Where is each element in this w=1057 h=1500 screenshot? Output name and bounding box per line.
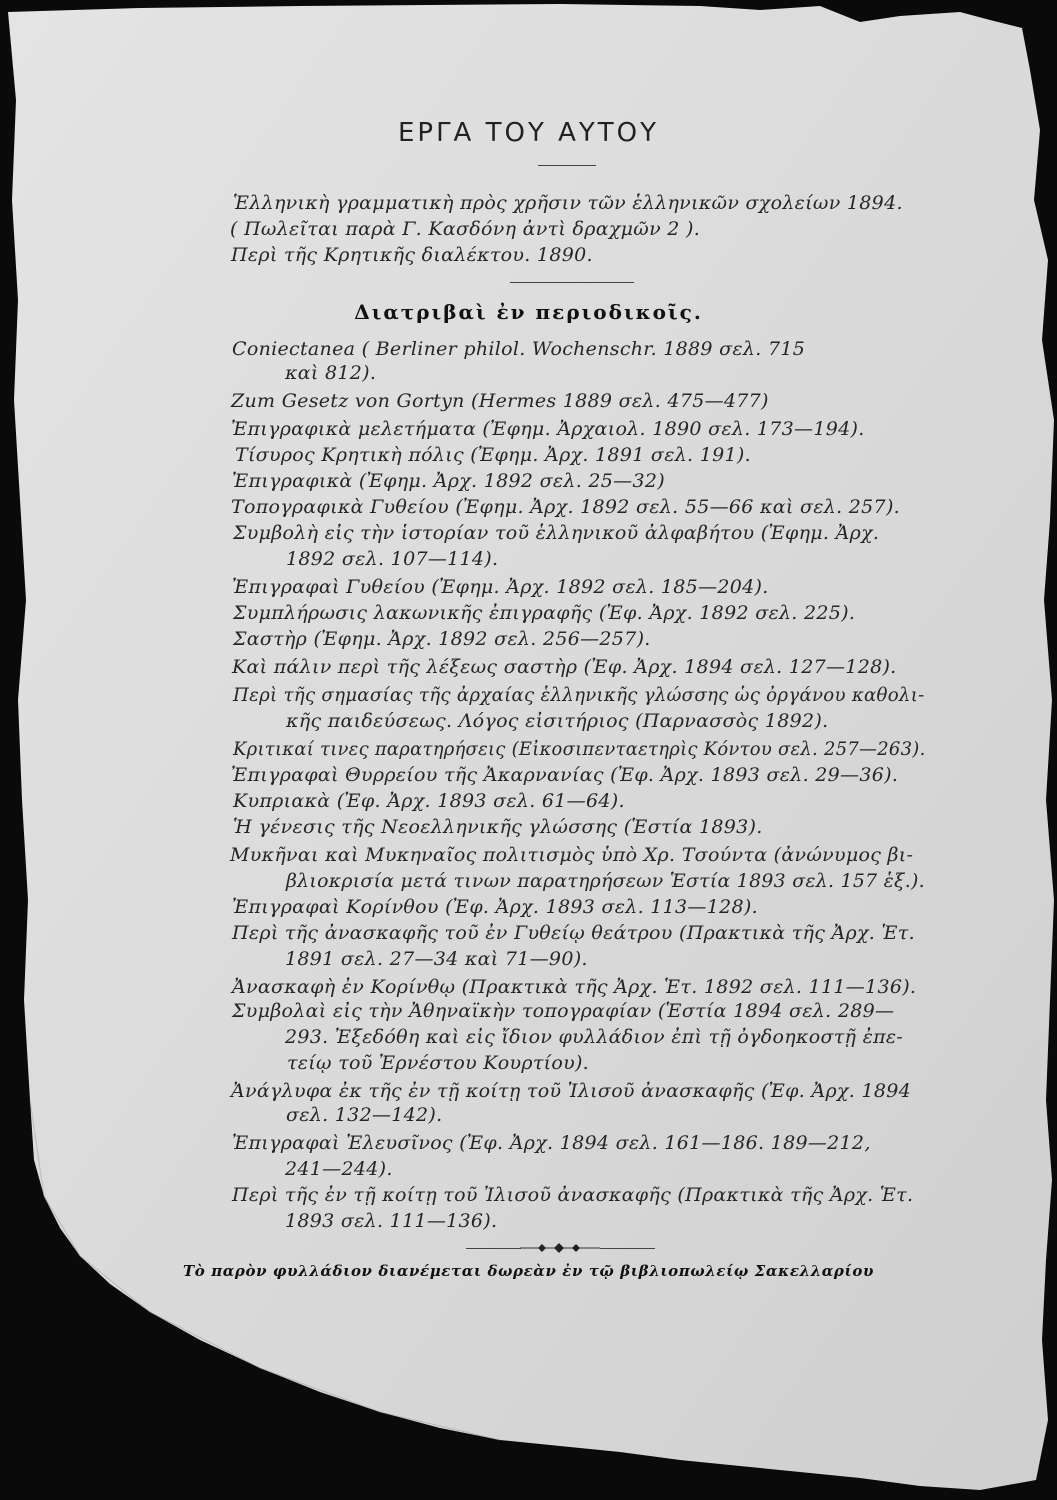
publication-entry-line: Συμπλήρωσις λακωνικῆς ἐπιγραφῆς (Ἐφ. Ἀρχ. 1892 σελ. 225).: [233, 602, 856, 624]
publication-entry-line: 1892 σελ. 107—114).: [286, 548, 499, 570]
title-rule: [538, 165, 596, 166]
intro-line: ( Πωλεῖται παρὰ Γ. Κασδόνη ἀντὶ δραχμῶν 2 ).: [230, 218, 701, 240]
publication-entry-line: 293. Ἐξεδόθη καὶ εἰς ἴδιον φυλλάδιον ἐπὶ τῇ ὀγδοηκοστῇ ἐπε-: [285, 1026, 904, 1048]
footer-rule-right: [600, 1248, 655, 1249]
publication-entry-line: Καὶ πάλιν περὶ τῆς λέξεως σαστὴρ (Ἐφ. Ἀρχ. 1894 σελ. 127—128).: [232, 656, 897, 678]
publication-entry-line: τείῳ τοῦ Ἐρνέστου Κουρτίου).: [287, 1052, 590, 1074]
publication-entry-line: Coniectanea ( Berliner philol. Wochenschr. 1889 σελ. 715: [232, 338, 806, 360]
publication-entry-line: Περὶ τῆς σημασίας τῆς ἀρχαίας ἑλληνικῆς γλώσσης ὡς ὀργάνου καθολι-: [233, 684, 925, 706]
publication-entry-line: Ἐπιγραφαὶ Κορίνθου (Ἐφ. Ἀρχ. 1893 σελ. 113—128).: [232, 896, 758, 918]
publication-entry-line: Ἐπιγραφικὰ μελετήματα (Ἐφημ. Ἀρχαιολ. 1890 σελ. 173—194).: [231, 418, 865, 440]
ornament-divider: [520, 1241, 600, 1255]
publication-entry-line: κῆς παιδεύσεως. Λόγος εἰσιτήριος (Παρνασσὸς 1892).: [286, 710, 829, 732]
section-rule: [510, 282, 634, 283]
publication-entry-line: Κριτικαί τινες παρατηρήσεις (Εἰκοσιπενταετηρὶς Κόντου σελ. 257—263).: [233, 738, 926, 760]
intro-line: Ἑλληνικὴ γραμματικὴ πρὸς χρῆσιν τῶν ἑλληνικῶν σχολείων 1894.: [233, 192, 903, 214]
publication-entry-line: Ἐπιγραφικὰ (Ἐφημ. Ἀρχ. 1892 σελ. 25—32): [232, 470, 665, 492]
publication-entry-line: βλιοκρισία μετά τινων παρατηρήσεων Ἑστία 1893 σελ. 157 ἑξ.).: [286, 870, 925, 892]
section-heading: Διατριβαὶ ἐν περιοδικοῖς.: [354, 300, 703, 324]
publication-entry-line: 241—244).: [285, 1158, 393, 1180]
publication-entry-line: Μυκῆναι καὶ Μυκηναῖος πολιτισμὸς ὑπὸ Χρ. Τσούντα (ἀνώνυμος βι-: [230, 844, 914, 866]
publication-entry-line: Συμβολὴ εἰς τὴν ἱστορίαν τοῦ ἑλληνικοῦ ἀλφαβήτου (Ἐφημ. Ἀρχ.: [233, 522, 880, 544]
publication-entry-line: καὶ 812).: [285, 362, 377, 384]
publication-entry-line: Ἀνασκαφὴ ἐν Κορίνθῳ (Πρακτικὰ τῆς Ἀρχ. Ἑτ. 1892 σελ. 111—136).: [232, 976, 917, 998]
publication-entry-line: Τοπογραφικὰ Γυθείου (Ἐφημ. Ἀρχ. 1892 σελ. 55—66 καὶ σελ. 257).: [231, 496, 900, 518]
publication-entry-line: Περὶ τῆς ἀνασκαφῆς τοῦ ἐν Γυθείῳ θεάτρου (Πρακτικὰ τῆς Ἀρχ. Ἑτ.: [232, 922, 915, 944]
publication-entry-line: Ἡ γένεσις τῆς Νεοελληνικῆς γλώσσης (Ἑστία 1893).: [233, 816, 763, 838]
publication-entry-line: 1891 σελ. 27—34 καὶ 71—90).: [285, 948, 588, 970]
intro-line: Περὶ τῆς Κρητικῆς διαλέκτου. 1890.: [231, 244, 593, 266]
publication-entry-line: Σαστὴρ (Ἐφημ. Ἀρχ. 1892 σελ. 256—257).: [233, 628, 651, 650]
publication-entry-line: Ἀνάγλυφα ἐκ τῆς ἐν τῇ κοίτῃ τοῦ Ἰλισοῦ ἀνασκαφῆς (Ἐφ. Ἀρχ. 1894: [231, 1080, 912, 1102]
publication-entry-line: Ἐπιγραφαὶ Θυρρείου τῆς Ἀκαρνανίας (Ἐφ. Ἀρχ. 1893 σελ. 29—36).: [231, 764, 899, 786]
publication-entry-line: Συμβολαὶ εἰς τὴν Ἀθηναϊκὴν τοπογραφίαν (Ἑστία 1894 σελ. 289—: [232, 1000, 895, 1022]
publication-entry-line: Ἐπιγραφαὶ Γυθείου (Ἐφημ. Ἀρχ. 1892 σελ. 185—204).: [232, 576, 769, 598]
publication-entry-line: Τίσυρος Κρητικὴ πόλις (Ἐφημ. Ἀρχ. 1891 σελ. 191).: [235, 444, 751, 466]
footer-note: Τὸ παρὸν φυλλάδιον διανέμεται δωρεὰν ἐν τῷ βιβλιοπωλείῳ Σακελλαρίου: [183, 1262, 874, 1280]
publication-entry-line: σελ. 132—142).: [286, 1104, 443, 1126]
page-title: ΕΡΓΑ ΤΟΥ ΑΥΤΟΥ: [397, 118, 660, 148]
publication-entry-line: Ἐπιγραφαὶ Ἐλευσῖνος (Ἐφ. Ἀρχ. 1894 σελ. 161—186. 189—212,: [232, 1132, 871, 1154]
footer-rule-left: [466, 1248, 521, 1249]
publication-entry-line: Κυπριακὰ (Ἐφ. Ἀρχ. 1893 σελ. 61—64).: [233, 790, 625, 812]
publication-entry-line: 1893 σελ. 111—136).: [285, 1210, 498, 1232]
publication-entry-line: Zum Gesetz von Gortyn (Hermes 1889 σελ. 475—477): [231, 390, 769, 412]
publication-entry-line: Περὶ τῆς ἐν τῇ κοίτῃ τοῦ Ἰλισοῦ ἀνασκαφῆς (Πρακτικὰ τῆς Ἀρχ. Ἑτ.: [232, 1184, 914, 1206]
